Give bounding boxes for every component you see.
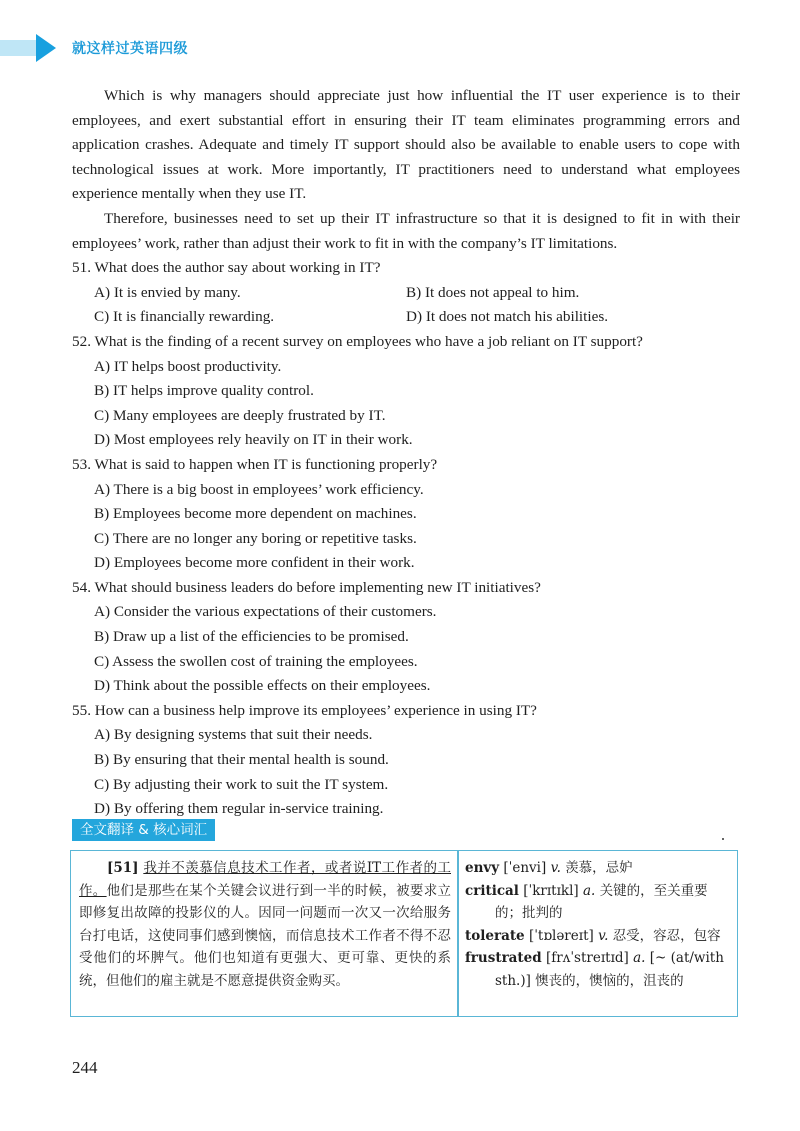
vocab-meaning: 关键的，至关重要	[599, 882, 708, 899]
vocab-meaning: 羡慕，忌妒	[565, 860, 633, 876]
passage-content	[72, 84, 740, 822]
vocab-continuation: 的；批判的	[495, 905, 563, 921]
vocab-item	[465, 880, 735, 903]
vocab-word: frustrated	[465, 950, 542, 966]
option-d: D) Employees become more confident in their work.	[94, 554, 415, 572]
question-52	[72, 330, 740, 453]
box-divider	[457, 851, 459, 1016]
translation-text	[79, 857, 451, 992]
vocab-item	[465, 947, 735, 970]
decorative-dot	[722, 838, 724, 840]
question-stem: 53. What is said to happen when IT is functioning properly?	[72, 455, 438, 473]
vocab-item	[465, 925, 735, 948]
question-stem: 54. What should business leaders do before implementing new IT initiatives?	[72, 578, 541, 596]
option-b: B) It does not appeal to him.	[406, 283, 580, 301]
option-d: D) Most employees rely heavily on IT in their work.	[94, 431, 413, 449]
vocab-pos: a.	[633, 950, 646, 966]
option-a: A) There is a big boost in employees’ work efficiency.	[94, 480, 424, 498]
question-53	[72, 453, 740, 576]
vocab-word: critical	[465, 882, 519, 899]
option-c: C) It is financially rewarding.	[94, 308, 275, 326]
option-b: B) Draw up a list of the efficiencies to be promised.	[94, 628, 409, 646]
book-title: 就这样过英语四级	[72, 41, 188, 57]
vocab-phonetic: [ˈenvi]	[503, 860, 547, 876]
option-c: C) Many employees are deeply frustrated by IT.	[94, 406, 386, 424]
vocab-item	[465, 857, 735, 880]
passage-paragraph: Therefore, businesses need to set up their IT infrastructure so that it is designed to fit in with their employees’ work, rather than adjust their work to fit in with the company’s IT limitations.	[72, 209, 740, 252]
option-d: D) By offering them regular in-service training.	[94, 800, 384, 818]
question-stem: 51. What does the author say about working in IT?	[72, 259, 381, 277]
vocab-phonetic: [ˈkrɪtɪkl]	[523, 882, 579, 899]
page-header	[0, 34, 800, 70]
question-54	[72, 576, 740, 699]
vocab-word: envy	[465, 860, 500, 876]
option-b: B) IT helps improve quality control.	[94, 382, 314, 400]
translation-vocab-box	[70, 850, 738, 1017]
question-51	[72, 256, 740, 330]
vocab-pos: v.	[550, 860, 561, 876]
option-a: A) It is envied by many.	[94, 283, 241, 301]
page-number: 244	[72, 1058, 98, 1077]
translation-number: [51]	[107, 860, 139, 876]
passage-paragraph: Which is why managers should appreciate just how influential the IT user experience is to their employees, and exert substantial effort in ensuring their IT team eliminates programming errors and application crashes. Adequate and timely IT support should also be available to enable users to cope with technological issues at work. More importantly, IT practitioners need to understand what employees experience mentally when they use IT.	[72, 87, 740, 203]
option-c: C) By adjusting their work to suit the IT system.	[94, 775, 389, 793]
option-d: D) Think about the possible effects on their employees.	[94, 677, 431, 695]
question-stem: 52. What is the finding of a recent survey on employees who have a job reliant on IT support?	[72, 332, 643, 350]
option-a: A) IT helps boost productivity.	[94, 357, 282, 375]
vocab-meaning: 忍受，容忍，包容	[612, 927, 721, 944]
vocab-meaning: [~ (at/with	[649, 950, 724, 966]
header-bar	[0, 40, 36, 56]
translation-underlined: 我并不羡慕信息技术工作者，或者说IT工作者的工作。	[79, 860, 451, 899]
vocab-pos: v.	[598, 927, 609, 944]
vocab-word: tolerate	[465, 927, 525, 944]
header-arrow-icon	[36, 34, 56, 62]
vocab-phonetic: [ˈtɒləreɪt]	[528, 927, 594, 944]
option-c: C) Assess the swollen cost of training the employees.	[94, 652, 418, 670]
vocab-continuation: sth.)] 懊丧的，懊恼的，沮丧的	[495, 972, 684, 989]
question-55	[72, 699, 740, 822]
option-b: B) Employees become more dependent on machines.	[94, 505, 417, 523]
option-d: D) It does not match his abilities.	[406, 308, 609, 326]
option-c: C) There are no longer any boring or repetitive tasks.	[94, 529, 417, 547]
option-a: A) By designing systems that suit their needs.	[94, 726, 373, 744]
option-b: B) By ensuring that their mental health is sound.	[94, 751, 389, 769]
section-heading: 全文翻译 & 核心词汇	[72, 819, 215, 841]
vocab-phonetic: [frʌˈstreɪtɪd]	[546, 950, 629, 966]
translation-rest: 他们是那些在某个关键会议进行到一半的时候，被要求立即修复出故障的投影仪的人。因同一问题而一次又一次给服务台打电话，这使同事们感到懊恼，而信息技术工作者不得不忍受他们的坏脾气。他们也知道有更强大、更可靠、更快的系统，但他们的雇主就是不愿意提供资金购买。	[79, 882, 452, 989]
vocab-list	[465, 857, 735, 992]
question-stem: 55. How can a business help improve its employees’ experience in using IT?	[72, 701, 537, 719]
vocab-pos: a.	[582, 882, 596, 899]
option-a: A) Consider the various expectations of their customers.	[94, 603, 437, 621]
